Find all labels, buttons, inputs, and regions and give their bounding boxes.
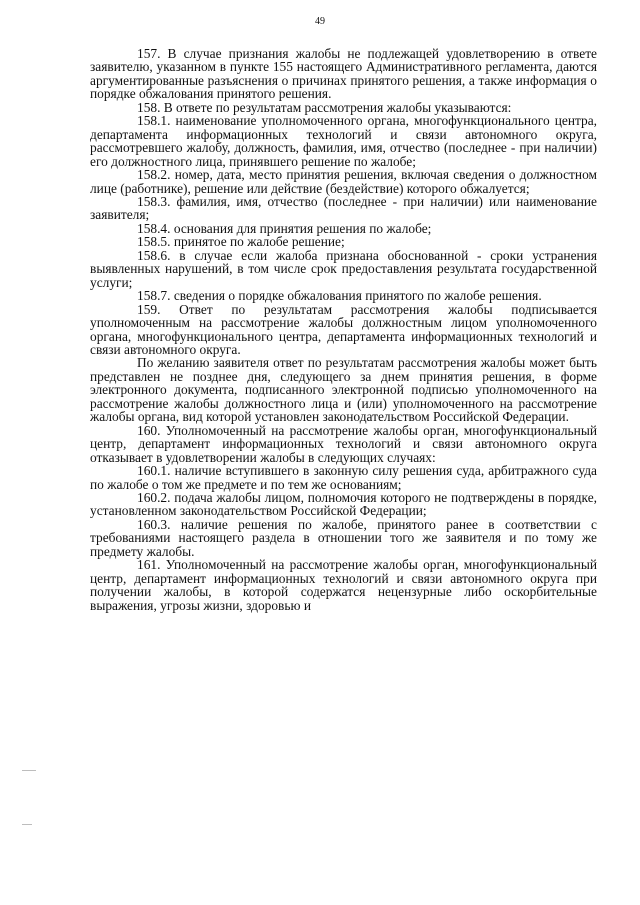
paragraph-158-6: 158.6. в случае если жалоба признана обоснованной - сроки устранения выявленных нарушений, в том числе срок предоставления результата государственной услуги;	[90, 247, 597, 290]
paragraph-159: 159. Ответ по результатам рассмотрения жалобы подписывается уполномоченным на рассмотрение жалобы должностным лицом уполномоченного органа, многофункционального центра, департамента информационных технологий и связи автономного округа.	[90, 301, 597, 357]
paragraph-158-2: 158.2. номер, дата, место принятия решения, включая сведения о должностном лице (работнике), решение или действие (бездействие) которого обжалуется;	[90, 167, 597, 196]
scan-edge-mark	[22, 770, 36, 771]
paragraph-159-electronic-answer: По желанию заявителя ответ по результатам рассмотрения жалобы может быть представлен не позднее дня, следующего за днем принятия решения, в форме электронного документа, подписанного электронной подписью уполномоченного на рассмотрение жалобы должностного лица и (или) уполномоченного на рассмотрение жалобы органа, вид которой установлен законодательством Российской Федерации.	[90, 355, 597, 425]
paragraph-160-1: 160.1. наличие вступившего в законную силу решения суда, арбитражного суда по жалобе о том же предмете и по тем же основаниям;	[90, 463, 597, 492]
paragraph-160: 160. Уполномоченный на рассмотрение жалобы орган, многофункциональный центр, департамент информационных технологий и связи автономного округа отказывает в удовлетворении жалобы в следующих случаях:	[90, 422, 597, 465]
paragraph-160-2: 160.2. подача жалобы лицом, полномочия которого не подтверждены в порядке, установленном законодательством Российской Федерации;	[90, 489, 597, 519]
paragraph-161: 161. Уполномоченный на рассмотрение жалобы орган, многофункциональный центр, департамент информационных технологий и связи автономного округа при получении жалобы, в которой содержатся нецензурные либо оскорбительные выражения, угрозы жизни, здоровью и	[90, 557, 597, 613]
document-body	[90, 47, 597, 612]
paragraph-158-3: 158.3. фамилия, имя, отчество (последнее - при наличии) или наименование заявителя;	[90, 193, 597, 223]
paragraph-158-4: 158.4. основания для принятия решения по жалобе;	[137, 220, 432, 236]
page-number: 49	[315, 16, 325, 27]
paragraph-158-5: 158.5. принятое по жалобе решение;	[137, 234, 345, 250]
paragraph-158: 158. В ответе по результатам рассмотрения жалобы указываются:	[137, 99, 512, 115]
paragraph-158-7: 158.7. сведения о порядке обжалования принятого по жалобе решения.	[137, 288, 542, 304]
paragraph-157: 157. В случае признания жалобы не подлежащей удовлетворению в ответе заявителю, указанном в пункте 155 настоящего Административного регламента, даются аргументированные разъяснения о причинах принятого решения, а также информация о порядке обжалования принятого решения.	[90, 46, 597, 102]
paragraph-158-1: 158.1. наименование уполномоченного органа, многофункционального центра, департамента информационных технологий и связи автономного округа, рассмотревшего жалобу, должность, фамилия, имя, отчество (последнее - при наличии) его должностного лица, принявшего решение по жалобе;	[90, 113, 597, 169]
paragraph-160-3: 160.3. наличие решения по жалобе, принятого ранее в соответствии с требованиями настоящего раздела в отношении того же заявителя и по тому же предмету жалобы.	[90, 516, 597, 559]
scan-edge-mark	[22, 824, 32, 825]
